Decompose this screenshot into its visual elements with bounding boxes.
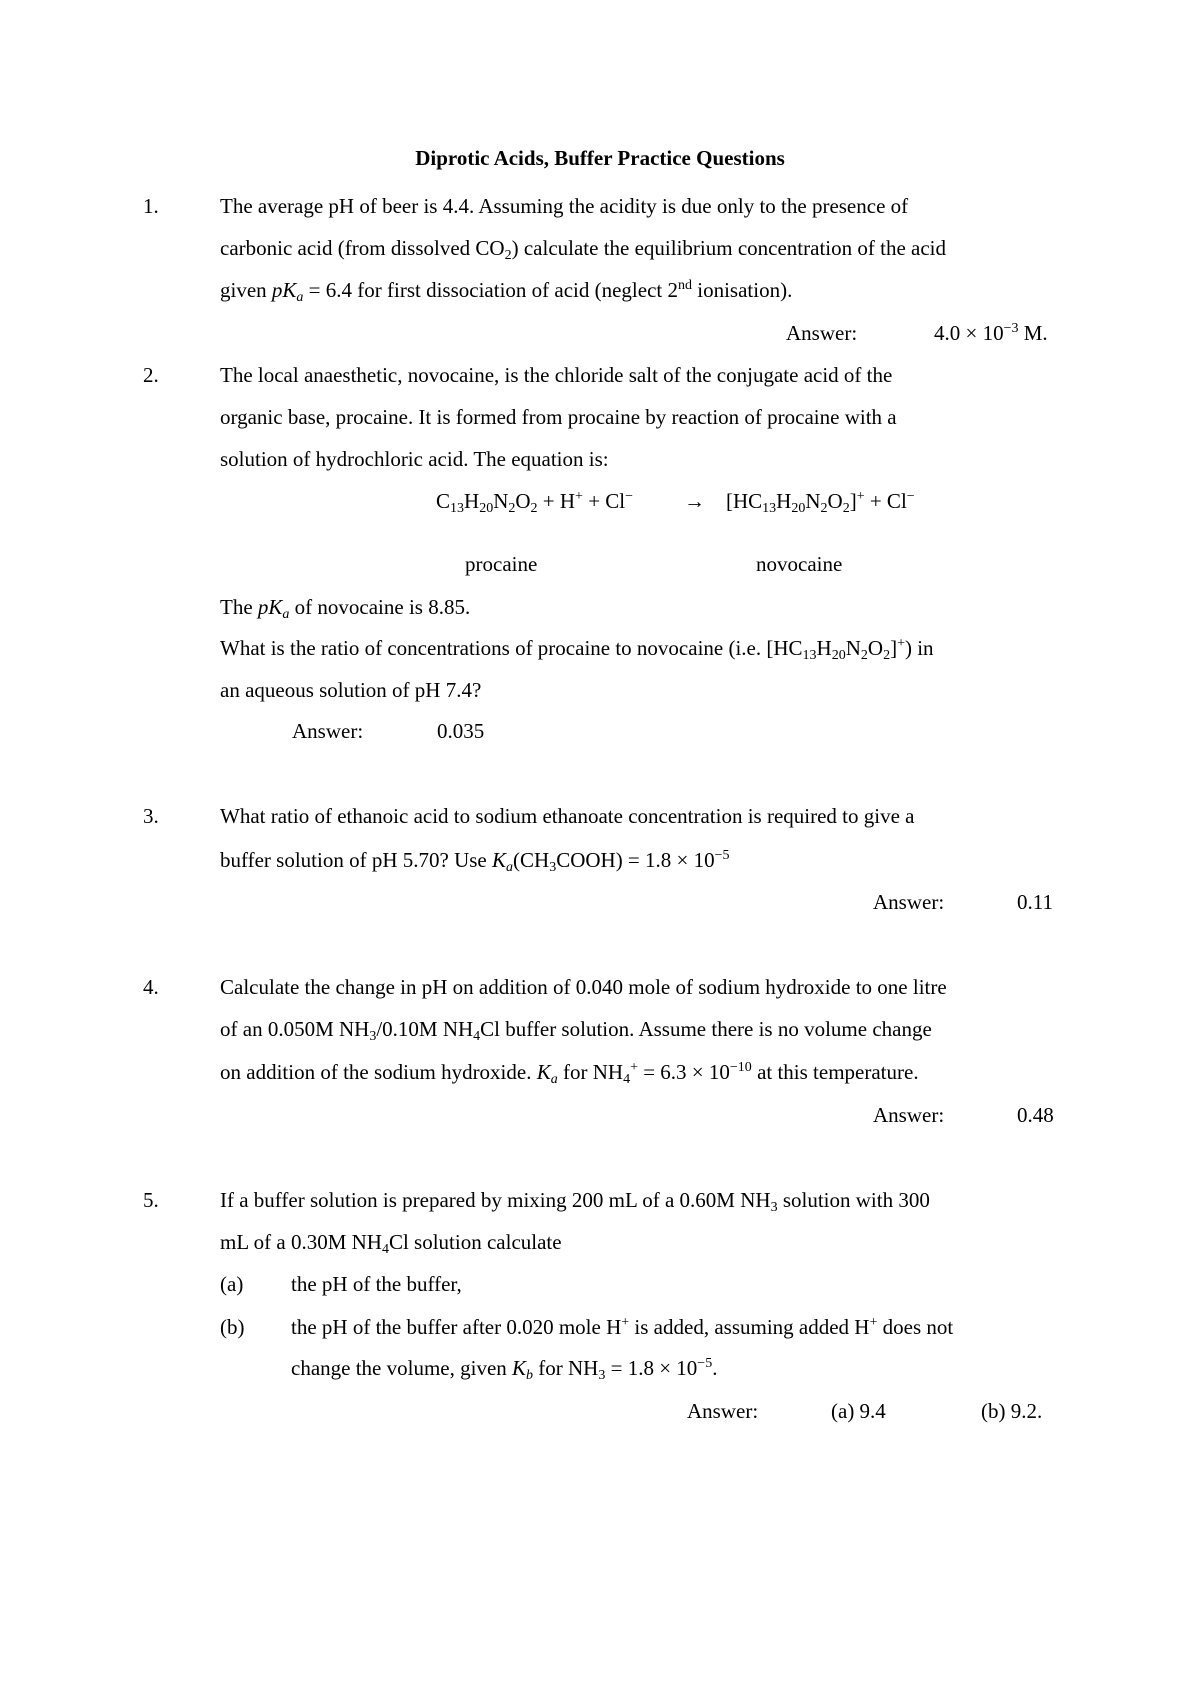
question-2-number: 2. (143, 363, 159, 387)
question-5-line-1: If a buffer solution is prepared by mixing 200 mL of a 0.60M $NH_3$ solution with 300 (220, 1188, 930, 1215)
question-3-number: 3. (143, 804, 159, 828)
question-2-line-2: organic base, procaine. It is formed from procaine by reaction of procaine with a (220, 405, 897, 429)
question-5-answer-a: (a) 9.4 (831, 1399, 886, 1423)
equation-arrow: → (684, 489, 705, 513)
question-2-line-3: solution of hydrochloric acid. The equation is: (220, 447, 609, 471)
question-4-line-2: of an 0.050M $NH_3/0.10M$ $NH_4Cl$ buffer solution. Assume there is no volume change (220, 1017, 932, 1044)
question-2-line-6: an aqueous solution of pH 7.4? (220, 678, 482, 702)
equation-reactants: $C_{13}H_{20}N_2O_2 + H^+ + Cl^-$ (436, 489, 634, 516)
question-1-number: 1. (143, 194, 159, 218)
question-1-line-3: given $pK_a = 6.4$ for first dissociation of acid (neglect 2nd ionisation). (220, 278, 793, 305)
question-4-line-1: Calculate the change in pH on addition of 0.040 mole of sodium hydroxide to one litre (220, 975, 947, 999)
question-4-answer-value: 0.48 (1017, 1103, 1054, 1127)
question-3-answer-label: Answer: (873, 890, 945, 914)
question-5-part-a-label: (a) (220, 1272, 244, 1296)
question-5-part-b-line-1: the pH of the buffer after 0.020 mole H+ is added, assuming added H+ does not (291, 1315, 954, 1339)
question-1-line-1: The average pH of beer is 4.4. Assuming the acidity is due only to the presence of (220, 194, 909, 218)
page-title: Diprotic Acids, Buffer Practice Questions (415, 146, 785, 170)
label-procaine: procaine (465, 552, 538, 576)
label-novocaine: novocaine (756, 552, 843, 576)
question-4-line-3: on addition of the sodium hydroxide. $K_a$ for $NH_4^+ = 6.3 \times 10^{-10}$ at this temperature. (220, 1060, 919, 1087)
question-3-answer-value: 0.11 (1017, 890, 1053, 914)
question-3-line-2: buffer solution of pH 5.70? Use $K_a(CH_3COOH) = 1.8 \times 10^{-5}$ (220, 848, 730, 875)
question-5-number: 5. (143, 1188, 159, 1212)
question-5-part-b-line-2: change the volume, given $K_b$ for $NH_3 = 1.8 \times 10^{-5}$. (291, 1356, 718, 1383)
question-4-answer-label: Answer: (873, 1103, 945, 1127)
question-5-answer-label: Answer: (687, 1399, 759, 1423)
question-2-answer-value: 0.035 (437, 719, 485, 743)
question-5-part-a-text: the pH of the buffer, (291, 1272, 462, 1296)
question-2-answer-label: Answer: (292, 719, 364, 743)
equation-products: $[HC_{13}H_{20}N_2O_2]^+ + Cl^-$ (726, 489, 915, 516)
question-4-number: 4. (143, 975, 159, 999)
question-2-line-4: The $pK_a$ of novocaine is 8.85. (220, 595, 471, 622)
question-1-answer-value: $4.0 \times 10^{-3}$ M. (934, 321, 1048, 345)
question-1-answer-label: Answer: (786, 321, 858, 345)
question-5-line-2: mL of a 0.30M $NH_4Cl$ solution calculate (220, 1230, 562, 1257)
question-5-part-b-label: (b) (220, 1315, 245, 1339)
question-3-line-1: What ratio of ethanoic acid to sodium ethanoate concentration is required to give a (220, 804, 915, 828)
question-2-line-5: What is the ratio of concentrations of procaine to novocaine (i.e. $[HC_{13}H_{20}N_2O_2]^+$) in (220, 636, 934, 663)
question-5-answer-b: (b) 9.2. (981, 1399, 1043, 1423)
question-1-line-2: carbonic acid (from dissolved $CO_2$) calculate the equilibrium concentration of the acid (220, 236, 946, 263)
question-2-line-1: The local anaesthetic, novocaine, is the chloride salt of the conjugate acid of the (220, 363, 893, 387)
